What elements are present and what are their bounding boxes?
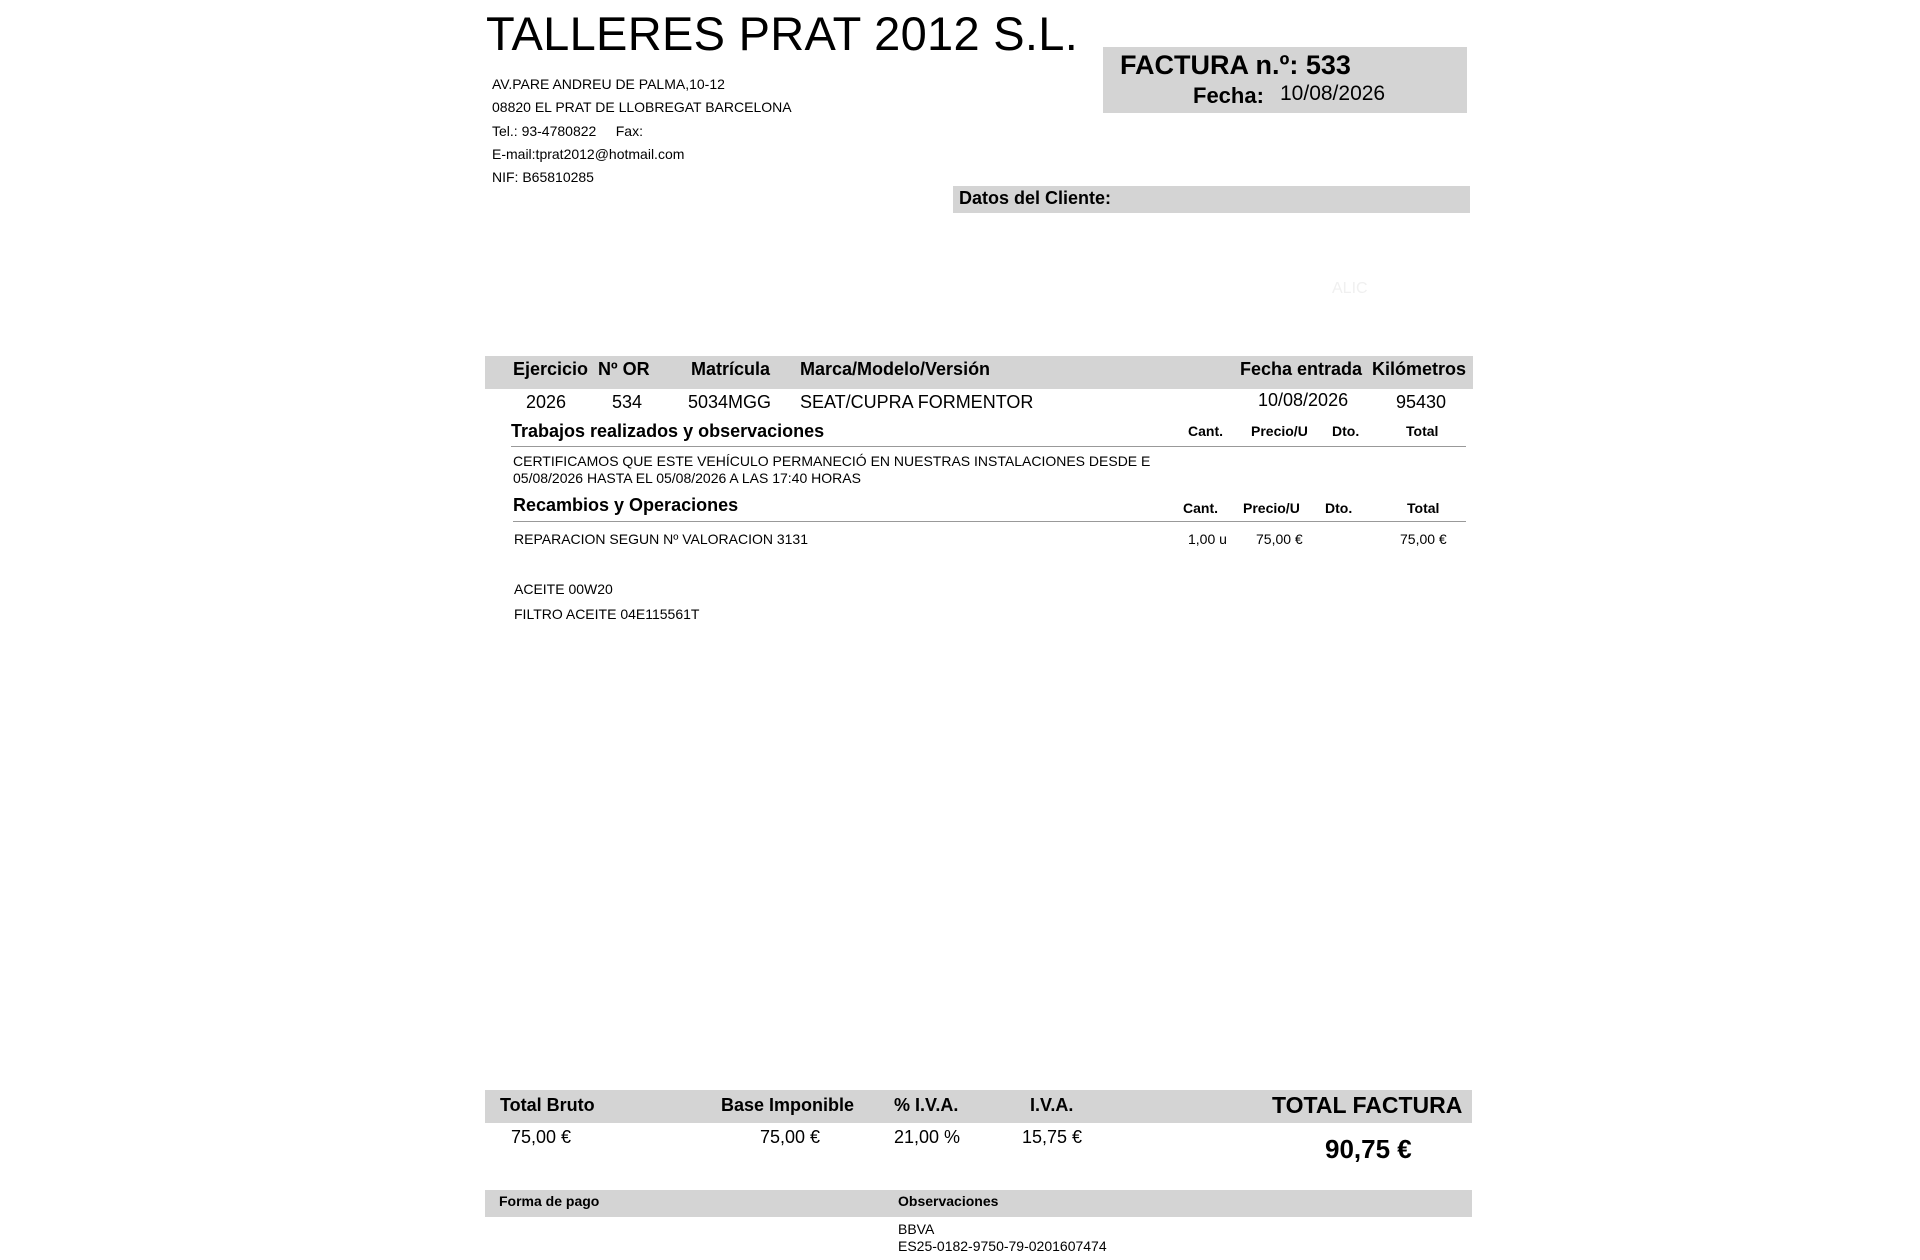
parts-divider xyxy=(513,521,1466,522)
parts-item-cant: 1,00 u xyxy=(1188,531,1227,547)
company-phone: Tel.: 93-4780822 Fax: xyxy=(492,123,643,139)
works-col-total: Total xyxy=(1406,423,1439,439)
parts-item-desc: REPARACION SEGUN Nº VALORACION 3131 xyxy=(514,531,809,547)
vehicle-km: 95430 xyxy=(1396,392,1447,412)
client-label: Datos del Cliente: xyxy=(959,188,1112,208)
payment-method-label: Forma de pago xyxy=(499,1193,600,1209)
parts-col-cant: Cant. xyxy=(1183,500,1218,516)
vehicle-marca: SEAT/CUPRA FORMENTOR xyxy=(800,392,1034,412)
works-col-dto: Dto. xyxy=(1332,423,1360,439)
vehicle-matricula: 5034MGG xyxy=(688,392,772,412)
company-address-line1: AV.PARE ANDREU DE PALMA,10-12 xyxy=(492,76,725,92)
company-address-line2: 08820 EL PRAT DE LLOBREGAT BARCELONA xyxy=(492,99,792,115)
vehicle-nor: 534 xyxy=(612,392,643,412)
parts-item-desc: ACEITE 00W20 xyxy=(514,581,613,597)
iva-value: 15,75 € xyxy=(1022,1127,1083,1147)
parts-col-precio: Precio/U xyxy=(1243,500,1300,516)
invoice-title xyxy=(1120,50,1351,81)
base-imponible-label: Base Imponible xyxy=(721,1095,855,1115)
total-bruto-value: 75,00 € xyxy=(511,1127,572,1147)
company-name: TALLERES PRAT 2012 S.L. xyxy=(486,7,1079,60)
works-text-line1: CERTIFICAMOS QUE ESTE VEHÍCULO PERMANECIÓ EN NUESTRAS INSTALACIONES DESDE E xyxy=(513,453,1151,469)
vehicle-ejercicio: 2026 xyxy=(526,392,567,412)
bank-name: BBVA xyxy=(898,1221,935,1237)
works-title: Trabajos realizados y observaciones xyxy=(511,421,825,441)
client-faint-text: ALIC xyxy=(1332,280,1368,297)
total-bruto-label: Total Bruto xyxy=(500,1095,595,1115)
base-imponible-value: 75,00 € xyxy=(760,1127,821,1147)
invoice-date-label: Fecha: xyxy=(1193,83,1264,108)
works-divider xyxy=(511,446,1466,447)
works-col-cant: Cant. xyxy=(1188,423,1223,439)
parts-item-desc: FILTRO ACEITE 04E115561T xyxy=(514,606,700,622)
works-text-line2: 05/08/2026 HASTA EL 05/08/2026 A LAS 17:40 HORAS xyxy=(513,470,861,486)
total-factura-value: 90,75 € xyxy=(1325,1134,1412,1164)
parts-item-total: 75,00 € xyxy=(1400,531,1447,547)
vehicle-header-fecha-entrada: Fecha entrada xyxy=(1240,359,1363,379)
works-col-precio: Precio/U xyxy=(1251,423,1308,439)
vehicle-header-km: Kilómetros xyxy=(1372,359,1467,379)
vehicle-header-nor: Nº OR xyxy=(598,359,650,379)
bank-iban: ES25-0182-9750-79-0201607474 xyxy=(898,1238,1107,1254)
company-email: E-mail:tprat2012@hotmail.com xyxy=(492,146,685,162)
vehicle-header-ejercicio: Ejercicio xyxy=(513,359,589,379)
company-nif: NIF: B65810285 xyxy=(492,169,594,185)
parts-title: Recambios y Operaciones xyxy=(513,495,739,515)
vehicle-header-matricula: Matrícula xyxy=(691,359,771,379)
vehicle-header-marca: Marca/Modelo/Versión xyxy=(800,359,991,379)
vehicle-fecha-entrada: 10/08/2026 xyxy=(1258,390,1349,410)
iva-label: I.V.A. xyxy=(1030,1095,1074,1115)
invoice-title-label: FACTURA n.º: xyxy=(1120,50,1299,80)
invoice-number: 533 xyxy=(1305,50,1351,80)
invoice-date: 10/08/2026 xyxy=(1280,82,1386,105)
iva-pct-label: % I.V.A. xyxy=(894,1095,959,1115)
iva-pct-value: 21,00 % xyxy=(894,1127,961,1147)
parts-col-dto: Dto. xyxy=(1325,500,1353,516)
observations-label: Observaciones xyxy=(898,1193,999,1209)
parts-item-precio: 75,00 € xyxy=(1256,531,1303,547)
total-factura-label: TOTAL FACTURA xyxy=(1272,1092,1463,1118)
parts-col-total: Total xyxy=(1407,500,1440,516)
